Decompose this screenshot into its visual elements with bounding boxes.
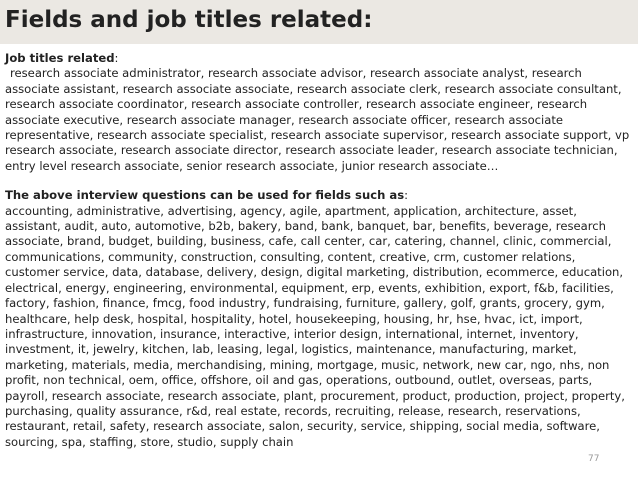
fields-heading-text: The above interview questions can be used for fields such as [5,188,405,203]
fields-list: accounting, administrative, advertising, agency, agile, apartment, application, architecture, asset, assistant, audit, auto, automotive, b2b, bakery, band, bank, banquet, bar, benefits, beverage, research associate, brand, budget, building, business, cafe, call center, car, catering, channel, clinic, commercial, communications, community, construction, consulting, content, creative, crm, customer relations, customer service, data, database, delivery, design, digital marketing, distribution, ecommerce, education, electrical, energy, engineering, environmental, equipment, erp, events, exhibition, export, f&b, facilities, factory, fashion, finance, fmcg, food industry, fundraising, furniture, gallery, golf, grants, grocery, gym, healthcare, help desk, hospital, hospitality, hotel, housekeeping, housing, hr, hse, hvac, ict, import, infrastructure, innovation, insurance, interactive, interior design, international, internet, inventory, investment, it, jewelry, kitchen, lab, leasing, legal, logistics, maintenance, manufacturing, market, marketing, materials, media, merchandising, mining, mortgage, music, network, new car, ngo, nhs, non profit, non technical, oem, office, offshore, oil and gas, operations, outbound, outlet, overseas, parts, payroll, research associate, research associate, plant, procurement, product, production, project, property, purchasing, quality assurance, r&d, real estate, records, recruiting, release, research, reservations, restaurant, retail, safety, research associate, salon, security, service, shipping, social media, software, sourcing, spa, staffing, store, studio, supply chain [5,203,625,449]
fields-heading-colon: : [404,188,409,203]
title-bar [0,0,638,44]
job-titles-heading-colon: : [114,51,119,65]
job-titles-heading-text: Job titles related [5,51,115,65]
job-titles-heading [5,51,633,66]
fields-heading [5,188,633,203]
slide-body [5,51,633,450]
slide-title: Fields and job titles related: [5,7,373,33]
job-titles-list: research associate administrator, research associate advisor, research associate analyst, research associate assistant, research associate associate, research associate clerk, research associate consultant, research associate coordinator, research associate controller, research associate engineer, research associate executive, research associate manager, research associate officer, research associate representative, research associate specialist, research associate supervisor, research associate support, vp research associate, research associate director, research associate leader, research associate technician, entry level research associate, senior research associate, junior research associate… [5,66,630,173]
page-number: 77 [588,454,600,464]
